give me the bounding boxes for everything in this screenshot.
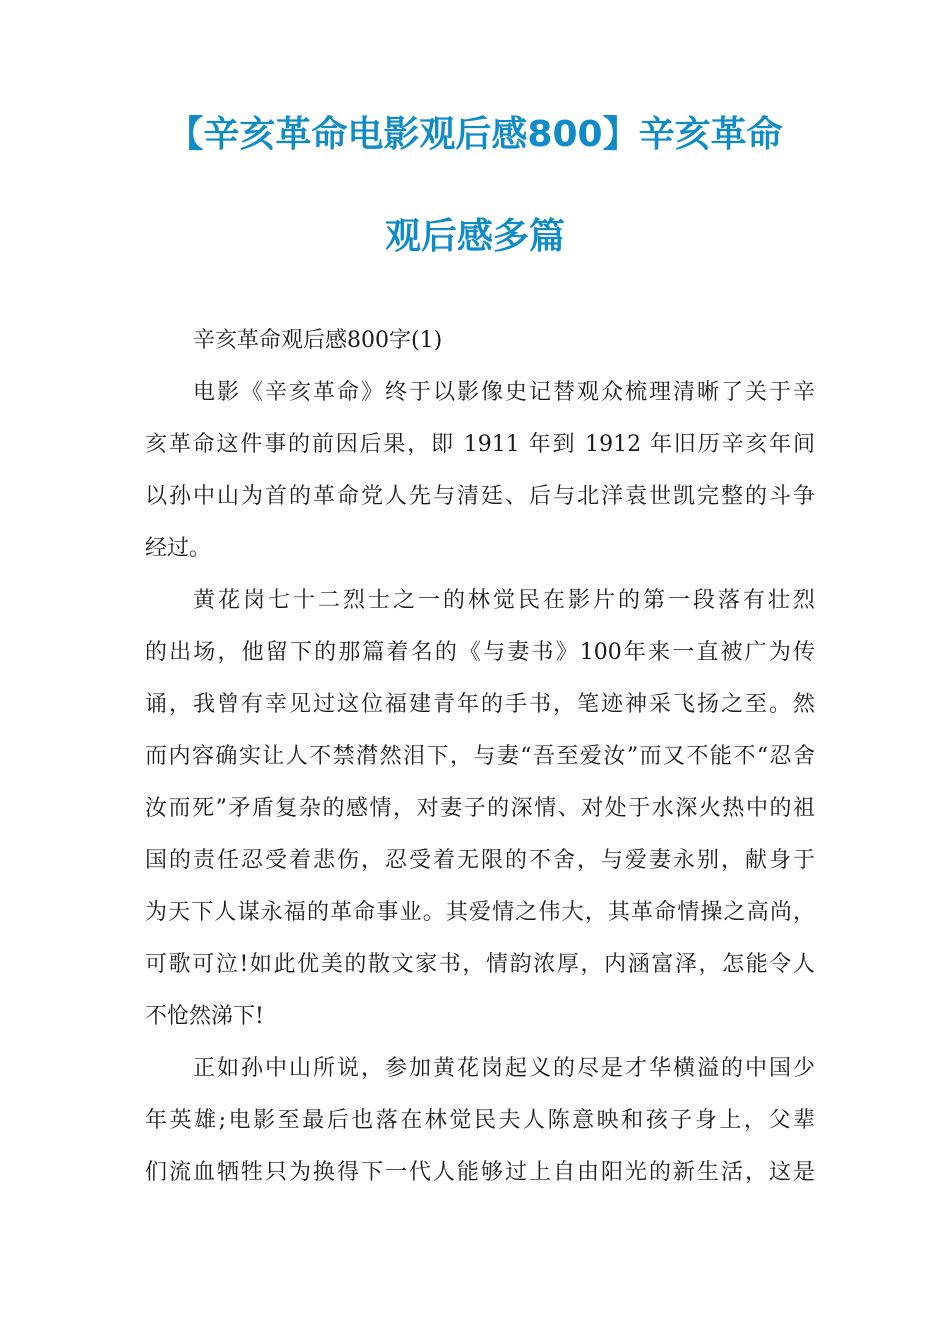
paragraph-line: 为天下人谋永福的革命事业。其爱情之伟大，其革命情操之高尚， [145, 900, 815, 925]
paragraph-line: 年英雄;电影至最后也落在林觉民夫人陈意映和孩子身上，父辈 [145, 1108, 815, 1133]
paragraph-line: 诵，我曾有幸见过这位福建青年的手书，笔迹神采飞扬之至。然 [145, 692, 815, 717]
paragraph-line: 经过。 [145, 536, 212, 561]
paragraph-line: 的出场，他留下的那篇着名的《与妻书》100年来一直被广为传 [145, 640, 815, 665]
document-title-line-2: 观后感多篇 [384, 216, 565, 257]
paragraph-line: 电影《辛亥革命》终于以影像史记替观众梳理清晰了关于辛 [193, 380, 815, 405]
paragraph-line: 黄花岗七十二烈士之一的林觉民在影片的第一段落有壮烈 [193, 588, 815, 613]
paragraph-line: 们流血牺牲只为换得下一代人能够过上自由阳光的新生活，这是 [145, 1160, 815, 1185]
section-subtitle: 辛亥革命观后感800字(1) [193, 328, 443, 353]
paragraph-line: 国的责任忍受着悲伤，忍受着无限的不舍，与爱妻永别，献身于 [145, 848, 815, 873]
paragraph-line: 以孙中山为首的革命党人先与清廷、后与北洋袁世凯完整的斗争 [145, 484, 815, 509]
paragraph-line: 正如孙中山所说，参加黄花岗起义的尽是才华横溢的中国少 [193, 1056, 815, 1081]
paragraph-line: 不怆然涕下! [145, 1004, 264, 1029]
document-title-line-1: 【辛亥革命电影观后感800】辛亥革命 [167, 114, 783, 155]
paragraph-line: 汝而死”矛盾复杂的感情，对妻子的深情、对处于水深火热中的祖 [145, 796, 815, 821]
paragraph-line: 可歌可泣!如此优美的散文家书，情韵浓厚，内涵富泽，怎能令人 [145, 952, 815, 977]
paragraph-line: 亥革命这件事的前因后果，即 1911 年到 1912 年旧历辛亥年间 [145, 432, 815, 457]
paragraph-line: 而内容确实让人不禁潸然泪下，与妻“吾至爱汝”而又不能不“忍舍 [145, 744, 815, 769]
